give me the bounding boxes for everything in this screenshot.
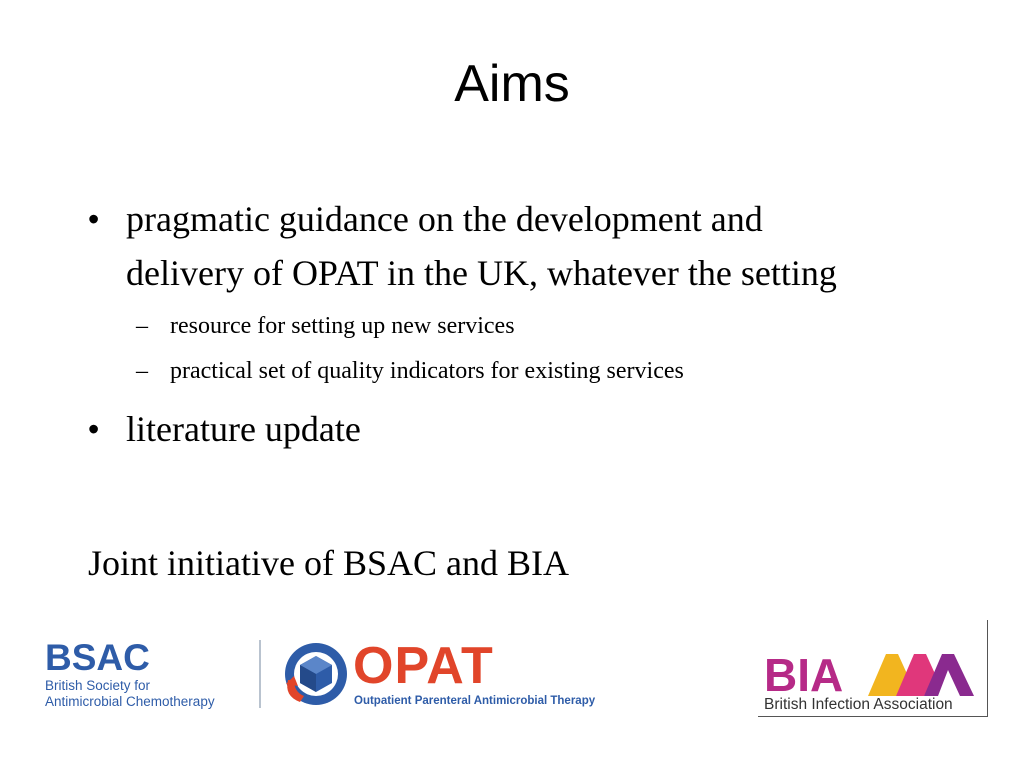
bia-border-right — [987, 620, 988, 717]
sub-bullet-text: practical set of quality indicators for existing services — [170, 358, 684, 384]
dash-icon: – — [136, 358, 148, 384]
opat-wordmark: OPAT — [353, 637, 494, 695]
bia-wave-icon — [866, 646, 978, 698]
bullet-item — [88, 192, 888, 300]
bia-wordmark: BIA — [764, 649, 844, 701]
bsac-logo — [45, 638, 245, 718]
bullet-item — [88, 402, 888, 456]
bia-border-bottom — [758, 716, 988, 717]
bullet-icon: • — [88, 411, 100, 447]
slide-title: Aims — [454, 55, 570, 113]
bia-subtitle: British Infection Association — [764, 696, 953, 713]
opat-logo — [280, 636, 660, 716]
bia-logo — [758, 620, 990, 720]
opat-subtitle: Outpatient Parenteral Antimicrobial Therapy — [354, 695, 596, 707]
bullet-text: literature update — [126, 409, 361, 449]
sub-bullet-list — [136, 304, 888, 394]
dash-icon: – — [136, 313, 148, 339]
bsac-line-1: British Society for — [45, 678, 151, 693]
bullet-text: pragmatic guidance on the development and delivery of OPAT in the UK, whatever the setting — [126, 199, 837, 293]
sub-bullet-item — [136, 304, 888, 349]
sub-bullet-text: resource for setting up new services — [170, 313, 515, 339]
joint-initiative-text: Joint initiative of BSAC and BIA — [88, 543, 569, 583]
logo-divider — [259, 640, 261, 708]
opat-emblem-icon — [282, 640, 350, 708]
bullet-icon: • — [88, 201, 100, 237]
bsac-wordmark: BSAC — [45, 637, 150, 678]
bsac-line-2: Antimicrobial Chemotherapy — [45, 694, 215, 709]
sub-bullet-item — [136, 349, 888, 394]
bullet-list — [88, 192, 888, 456]
